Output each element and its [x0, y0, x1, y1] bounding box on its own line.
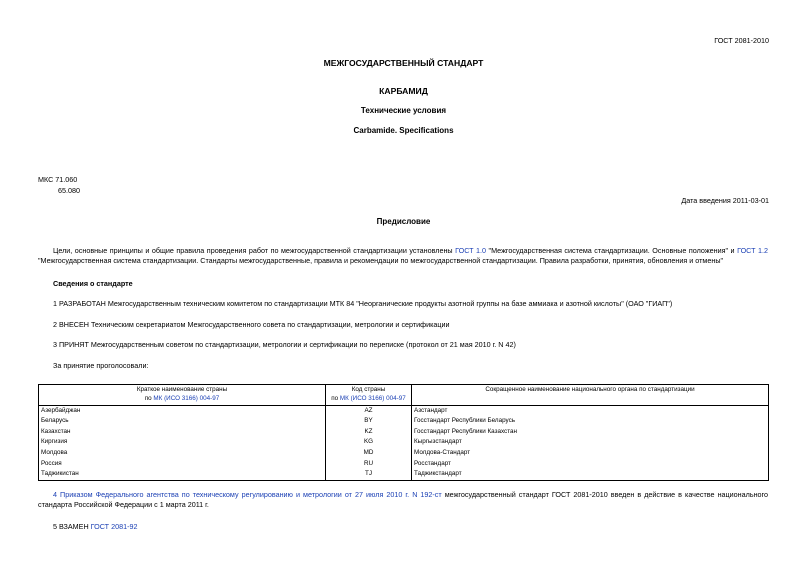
foreword-heading: Предисловие [376, 217, 431, 226]
item-3: 3 ПРИНЯТ Межгосударственным советом по стандартизации, метрологии и сертификации по переписке (протокол от 21 мая 2010 г. N 42) [53, 340, 516, 349]
item-5-text: 5 ВЗАМЕН [53, 522, 91, 531]
country-header-text: Краткое наименование страны [136, 386, 228, 393]
table-row [39, 427, 769, 438]
voted-label: За принятие проголосовали: [53, 361, 149, 370]
info-heading: Сведения о стандарте [53, 279, 133, 288]
col-code-header [326, 385, 412, 406]
country-cell: Азербайджан [39, 405, 326, 416]
body-cell: Таджикстандарт [412, 469, 769, 480]
table-row [39, 448, 769, 459]
table-row [39, 459, 769, 470]
p1-text-mid: "Межгосударственная система стандартизации. Основные положения" и [486, 246, 738, 255]
table-row [39, 416, 769, 427]
country-cell: Таджикистан [39, 469, 326, 480]
item-4 [38, 490, 768, 509]
mk-iso-link[interactable]: МК (ИСО 3166) 004-97 [153, 394, 220, 402]
subtitle-en: Carbamide. Specifications [353, 126, 454, 135]
code-header-text: Код страны [351, 386, 386, 393]
body-cell: Молдова-Стандарт [412, 448, 769, 459]
code-cell: KZ [326, 427, 412, 438]
country-header-prefix: по [144, 394, 154, 402]
code-cell: RU [326, 459, 412, 470]
mks-code-2: 65.080 [58, 186, 80, 195]
order-link[interactable]: 4 Приказом Федерального агентства по техническому регулированию и метрологии от 27 июля 2010 г. N 192-ст [53, 490, 442, 499]
mk-iso-link-2[interactable]: МК (ИСО 3166) 004-97 [339, 394, 406, 402]
code-cell: AZ [326, 405, 412, 416]
voting-table [38, 384, 769, 481]
body-cell: Госстандарт Республики Казахстан [412, 427, 769, 438]
standard-type: МЕЖГОСУДАРСТВЕННЫЙ СТАНДАРТ [323, 58, 484, 68]
table-header-row [39, 385, 769, 406]
p1-text-end: "Межгосударственная система стандартизации. Стандарты межгосударственные, правила и рекомендации по межгосударственной стандартизации. Правила разработки, принятия, обновления и отмены" [38, 255, 724, 265]
code-cell: BY [326, 416, 412, 427]
item-5 [53, 522, 137, 532]
item-2: 2 ВНЕСЕН Техническим секретариатом Межгосударственного совета по стандартизации, метрологии и сертификации [53, 320, 450, 329]
p1-text-start: Цели, основные принципы и общие правила проведения работ по межгосударственной стандартизации установлены [53, 246, 456, 255]
code-cell: MD [326, 448, 412, 459]
country-cell: Казахстан [39, 427, 326, 438]
body-cell: Росстандарт [412, 459, 769, 470]
product-title: КАРБАМИД [379, 86, 428, 96]
subtitle-ru: Технические условия [360, 106, 447, 115]
body-cell: Госстандарт Республики Беларусь [412, 416, 769, 427]
doc-number: ГОСТ 2081-2010 [714, 36, 769, 45]
gost-2081-92-link[interactable]: ГОСТ 2081-92 [90, 522, 138, 531]
code-cell: KG [326, 437, 412, 448]
code-header-prefix: по [331, 394, 340, 402]
mks-code: МКС 71.060 [38, 175, 78, 184]
body-cell: Кыргызстандарт [412, 437, 769, 448]
col-country-header [39, 385, 326, 406]
table-row [39, 405, 769, 416]
body-cell: Азстандарт [412, 405, 769, 416]
table-row [39, 437, 769, 448]
code-cell: TJ [326, 469, 412, 480]
foreword-paragraph [38, 246, 768, 265]
intro-date: Дата введения 2011-03-01 [681, 196, 769, 205]
country-cell: Киргизия [39, 437, 326, 448]
country-cell: Беларусь [39, 416, 326, 427]
col-body-header: Сокращенное наименование национального органа по стандартизации [412, 385, 769, 406]
country-cell: Россия [39, 459, 326, 470]
item-4-text: межгосударственный стандарт ГОСТ 2081-2010 введен в действие в качестве национального стандарта Российской Федерации с 1 марта 2011 г. [38, 490, 769, 509]
item-1: 1 РАЗРАБОТАН Межгосударственным техническим комитетом по стандартизации МТК 84 "Неорганические продукты азотной группы на базе аммиака и азотной кислоты" (ОАО "ГИАП") [53, 299, 673, 308]
gost-1-0-link[interactable]: ГОСТ 1.0 [455, 246, 487, 255]
table-row [39, 469, 769, 480]
gost-1-2-link[interactable]: ГОСТ 1.2 [737, 246, 768, 255]
country-cell: Молдова [39, 448, 326, 459]
